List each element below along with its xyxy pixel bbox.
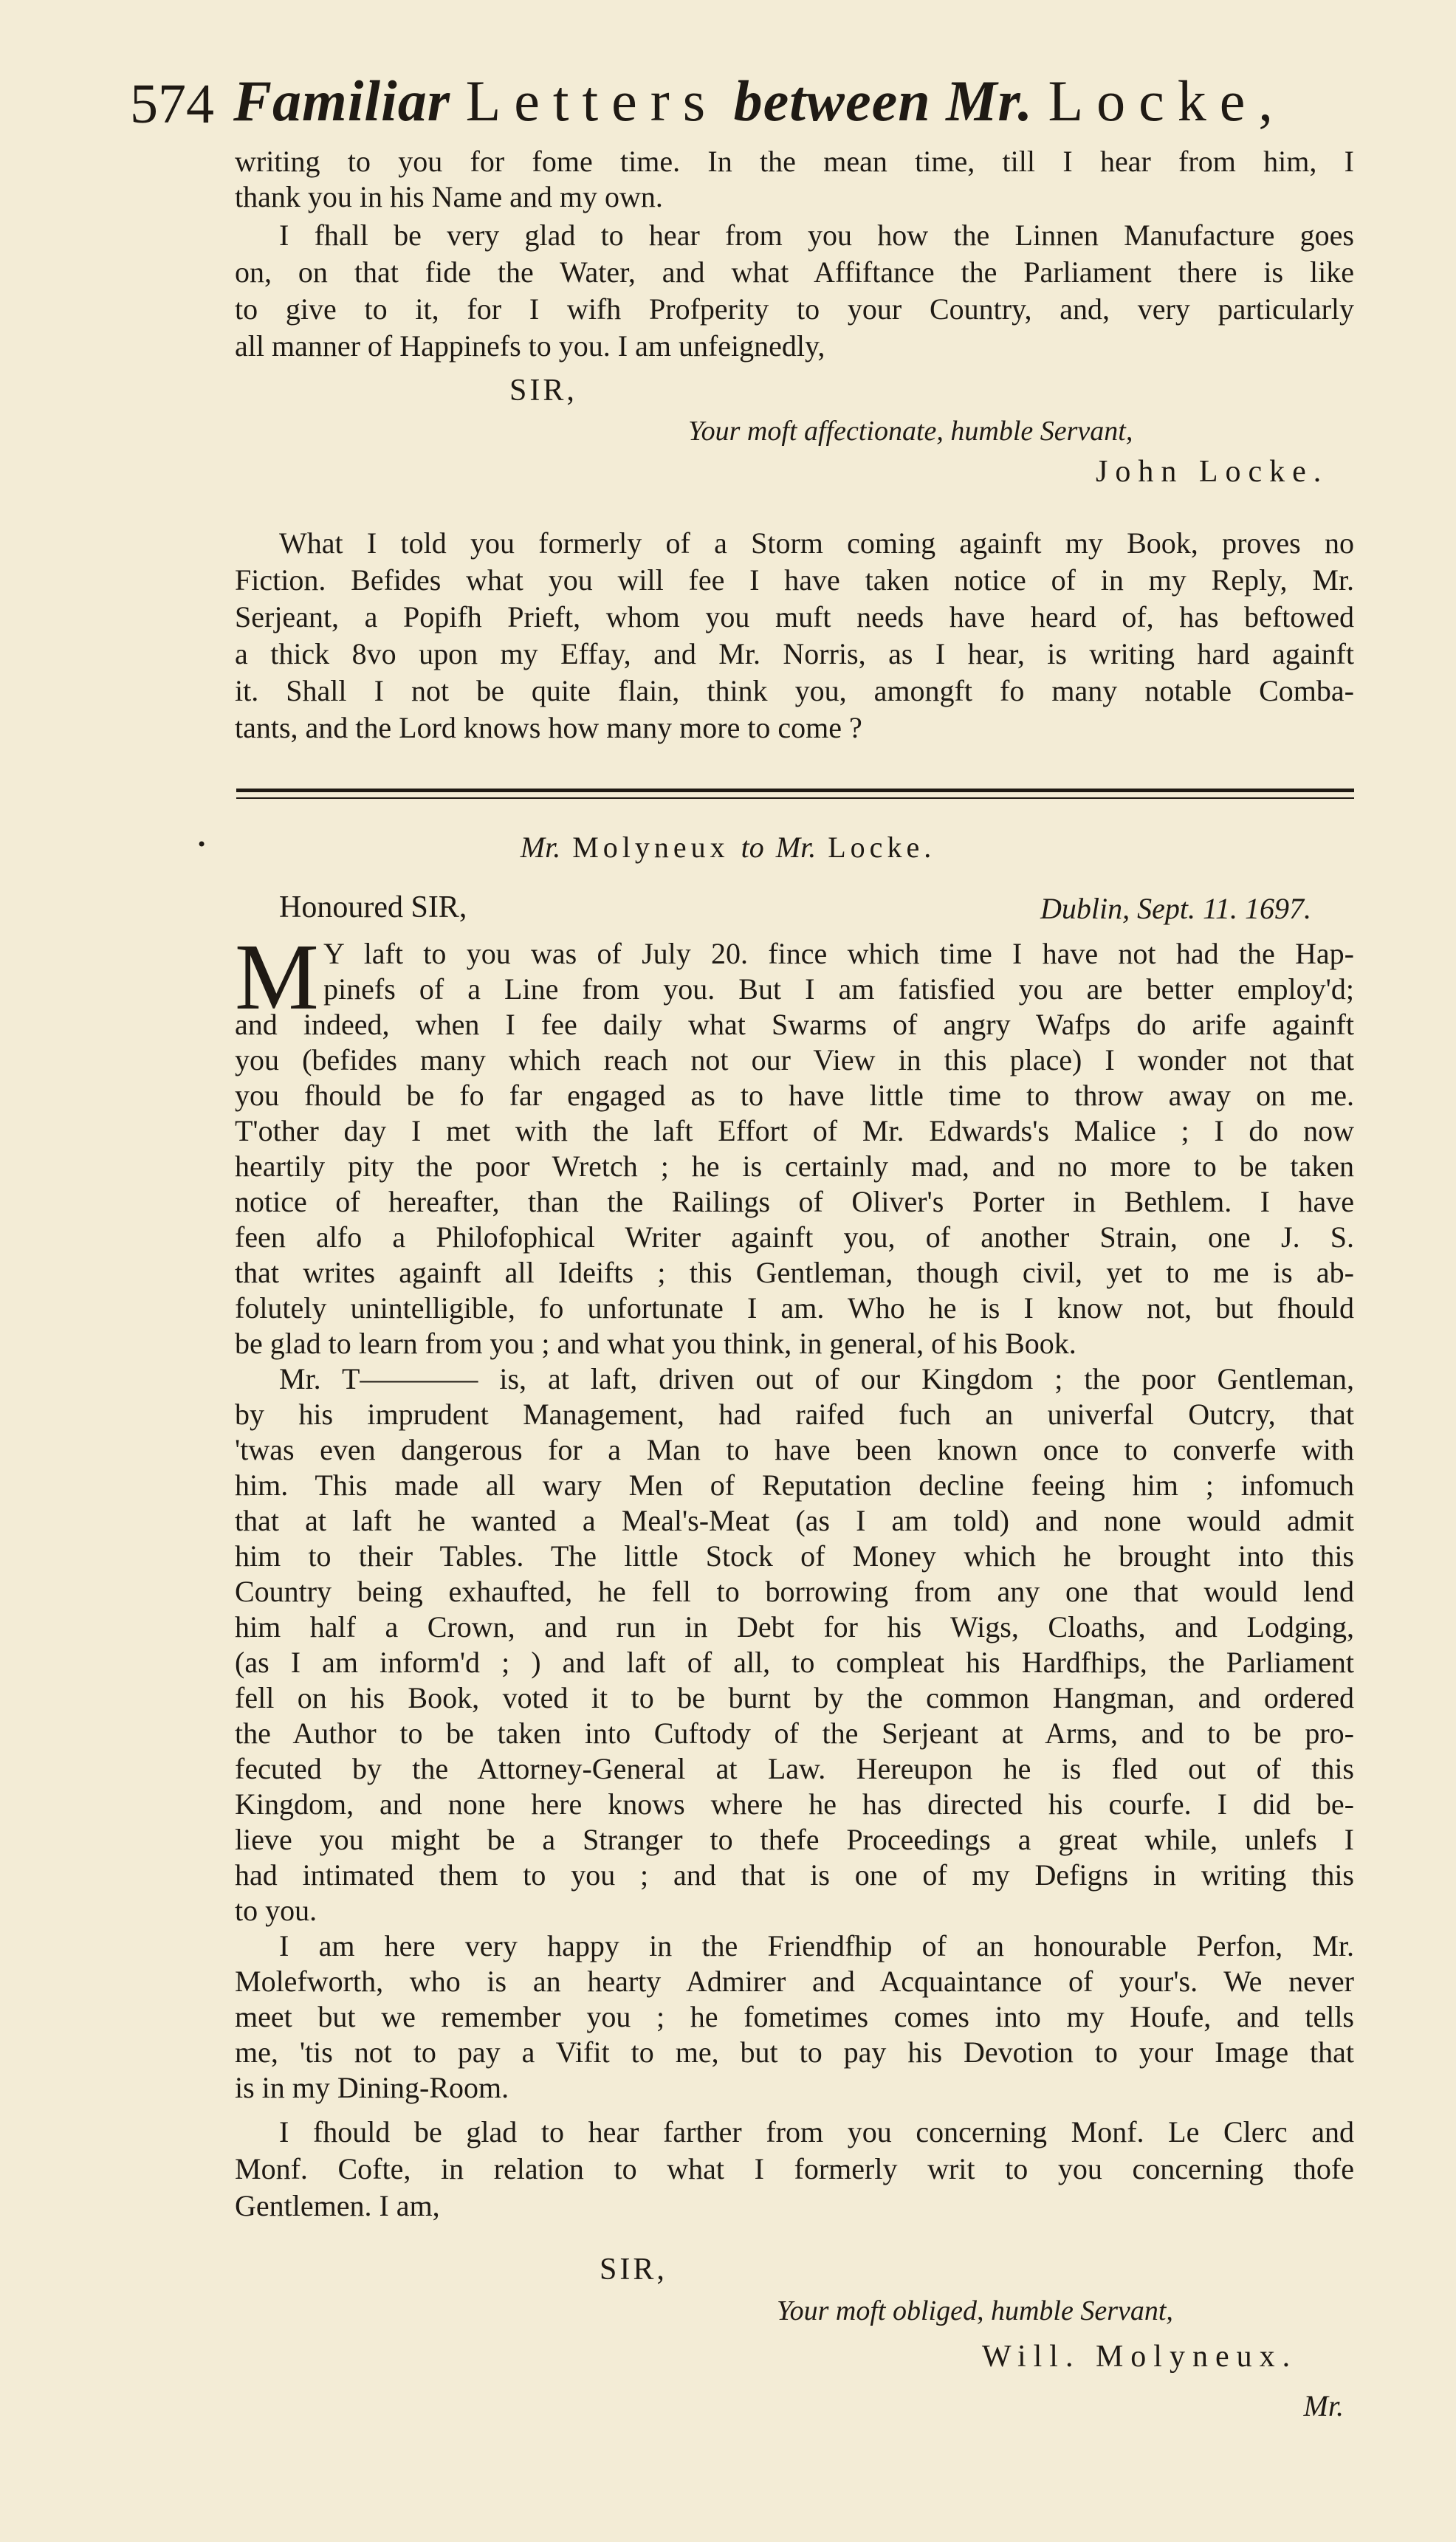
text-line: by his imprudent Management, had raifed fuch an univerfal Outcry, that [235, 1398, 1354, 1431]
text-line: me, 'tis not to pay a Vifit to me, but to pay his Devotion to your Image that [235, 2036, 1354, 2069]
drop-cap: M [235, 924, 319, 1029]
letter2-closing: Your moft obliged, humble Servant, [777, 2295, 1173, 2326]
title-familiar: Familiar [233, 69, 451, 133]
text-line: Gentlemen. I am, [235, 2189, 440, 2222]
title-mr: Mr. [946, 69, 1033, 133]
text-line: pinefs of a Line from you. But I am fatisfied you are better employ'd; [323, 972, 1354, 1006]
text-line: him. This made all wary Men of Reputation decline feeing him ; infomuch [235, 1468, 1354, 1502]
text-line: notice of hereafter, than the Railings of Oliver's Porter in Bethlem. I have [235, 1185, 1354, 1218]
text-line: the Author to be taken into Cuftody of the Serjeant at Arms, and to be pro- [235, 1717, 1354, 1750]
text-line: fecuted by the Attorney-General at Law. Hereupon he is fled out of this [235, 1752, 1354, 1785]
text-line: Mr. T———— is, at laft, driven out of our Kingdom ; the poor Gentleman, [279, 1362, 1354, 1395]
text-line: on, on that fide the Water, and what Affiftance the Parliament there is like [235, 255, 1354, 289]
title-letters: Letters [465, 69, 719, 133]
text-line: and indeed, when I fee daily what Swarms of angry Wafps do arife againft [235, 1008, 1354, 1041]
page-number: 574 [130, 73, 214, 135]
text-line: be glad to learn from you ; and what you think, in general, of his Book. [235, 1327, 1076, 1360]
text-line: him to their Tables. The little Stock of Money which he brought into this [235, 1539, 1354, 1573]
ink-speck: • [196, 834, 207, 855]
text-line: lieve you might be a Stranger to thefe Proceedings a great while, unlefs I [235, 1823, 1354, 1856]
text-line: you (befides many which reach not our View in this place) I wonder not that [235, 1043, 1354, 1076]
text-line: heartily pity the poor Wretch ; he is certainly mad, and no more to be taken [235, 1150, 1354, 1183]
text-line: 'twas even dangerous for a Man to have been known once to converfe with [235, 1433, 1354, 1466]
title-between: between [733, 69, 931, 133]
heading-from-title: Mr. [520, 831, 561, 864]
text-line: had intimated them to you ; and that is one of my Defigns in writing this [235, 1858, 1354, 1892]
section-divider-thin [236, 797, 1354, 799]
text-line: it. Shall I not be quite flain, think you, amongft fo many notable Comba- [235, 674, 1354, 707]
text-line: that at laft he wanted a Meal's-Meat (as I am told) and none would admit [235, 1504, 1354, 1537]
text-line: a thick 8vo upon my Effay, and Mr. Norris, as I hear, is writing hard againft [235, 637, 1354, 670]
text-line: Fiction. Befides what you will fee I have taken notice of in my Reply, Mr. [235, 563, 1354, 597]
letter2-greeting: Honoured SIR, [279, 890, 467, 924]
text-line: Serjeant, a Popifh Prieft, whom you muft needs have heard of, has beftowed [235, 600, 1354, 633]
text-line: Y laft to you was of July 20. fince which time I have not had the Hap- [323, 937, 1354, 970]
section-divider-thick [236, 789, 1354, 792]
text-line: you fhould be fo far engaged as to have little time to throw away on me. [235, 1079, 1354, 1112]
text-line: I fhall be very glad to hear from you how the Linnen Manufacture goes [279, 219, 1354, 252]
text-line: fell on his Book, voted it to be burnt by the common Hangman, and ordered [235, 1681, 1354, 1714]
letter2-date: Dublin, Sept. 11. 1697. [1040, 892, 1311, 925]
text-line: all manner of Happinefs to you. I am unfeignedly, [235, 329, 825, 363]
text-line: him half a Crown, and run in Debt for his Wigs, Cloaths, and Lodging, [235, 1610, 1354, 1643]
text-line: What I told you formerly of a Storm coming againft my Book, proves no [279, 526, 1354, 560]
text-line: Molefworth, who is an hearty Admirer and Acquaintance of your's. We never [235, 1965, 1354, 1998]
text-line: that writes againft all Ideifts ; this Gentleman, though civil, yet to me is ab- [235, 1256, 1354, 1289]
title-locke: Locke, [1048, 69, 1286, 133]
letter2-heading [0, 830, 1456, 865]
letter1-salutation: SIR, [509, 374, 577, 408]
running-title [233, 68, 1286, 134]
letter2-salutation: SIR, [600, 2253, 667, 2287]
text-line: Kingdom, and none here knows where he has directed his courfe. I did be- [235, 1787, 1354, 1821]
text-line: I am here very happy in the Friendfhip of an honourable Perfon, Mr. [279, 1929, 1354, 1962]
catchword: Mr. [1303, 2389, 1344, 2422]
text-line: I fhould be glad to hear farther from you concerning Monf. Le Clerc and [279, 2115, 1354, 2148]
text-line: Country being exhaufted, he fell to borrowing from any one that would lend [235, 1575, 1354, 1608]
running-header [130, 68, 1356, 157]
letter1-closing: Your moft affectionate, humble Servant, [688, 416, 1133, 447]
heading-to-name: Locke. [828, 831, 936, 864]
text-line: to give to it, for I wifh Profperity to your Country, and, very particularly [235, 292, 1354, 326]
text-line: Monf. Cofte, in relation to what I formerly writ to you concerning thofe [235, 2152, 1354, 2185]
heading-to-title: Mr. [775, 831, 817, 864]
text-line: is in my Dining-Room. [235, 2071, 509, 2104]
text-line: writing to you for fome time. In the mean time, till I hear from him, I [235, 145, 1354, 178]
text-line: T'other day I met with the laft Effort of Mr. Edwards's Malice ; I do now [235, 1114, 1354, 1147]
text-line: tants, and the Lord knows how many more to come ? [235, 711, 862, 744]
letter2-signature: Will. Molyneux. [982, 2340, 1298, 2374]
text-line: thank you in his Name and my own. [235, 180, 663, 213]
text-line: folutely unintelligible, fo unfortunate I am. Who he is I know not, but fhould [235, 1291, 1354, 1325]
heading-from-name: Molyneux [572, 831, 729, 864]
heading-to: to [741, 831, 764, 864]
text-line: to you. [235, 1894, 317, 1927]
text-line: feen alfo a Philofophical Writer againft you, of another Strain, one J. S. [235, 1220, 1354, 1254]
text-line: meet but we remember you ; he fometimes comes into my Houfe, and tells [235, 2000, 1354, 2033]
letter1-signature: John Locke. [1096, 455, 1329, 489]
text-line: (as I am inform'd ; ) and laft of all, to compleat his Hardfhips, the Parliament [235, 1646, 1354, 1679]
